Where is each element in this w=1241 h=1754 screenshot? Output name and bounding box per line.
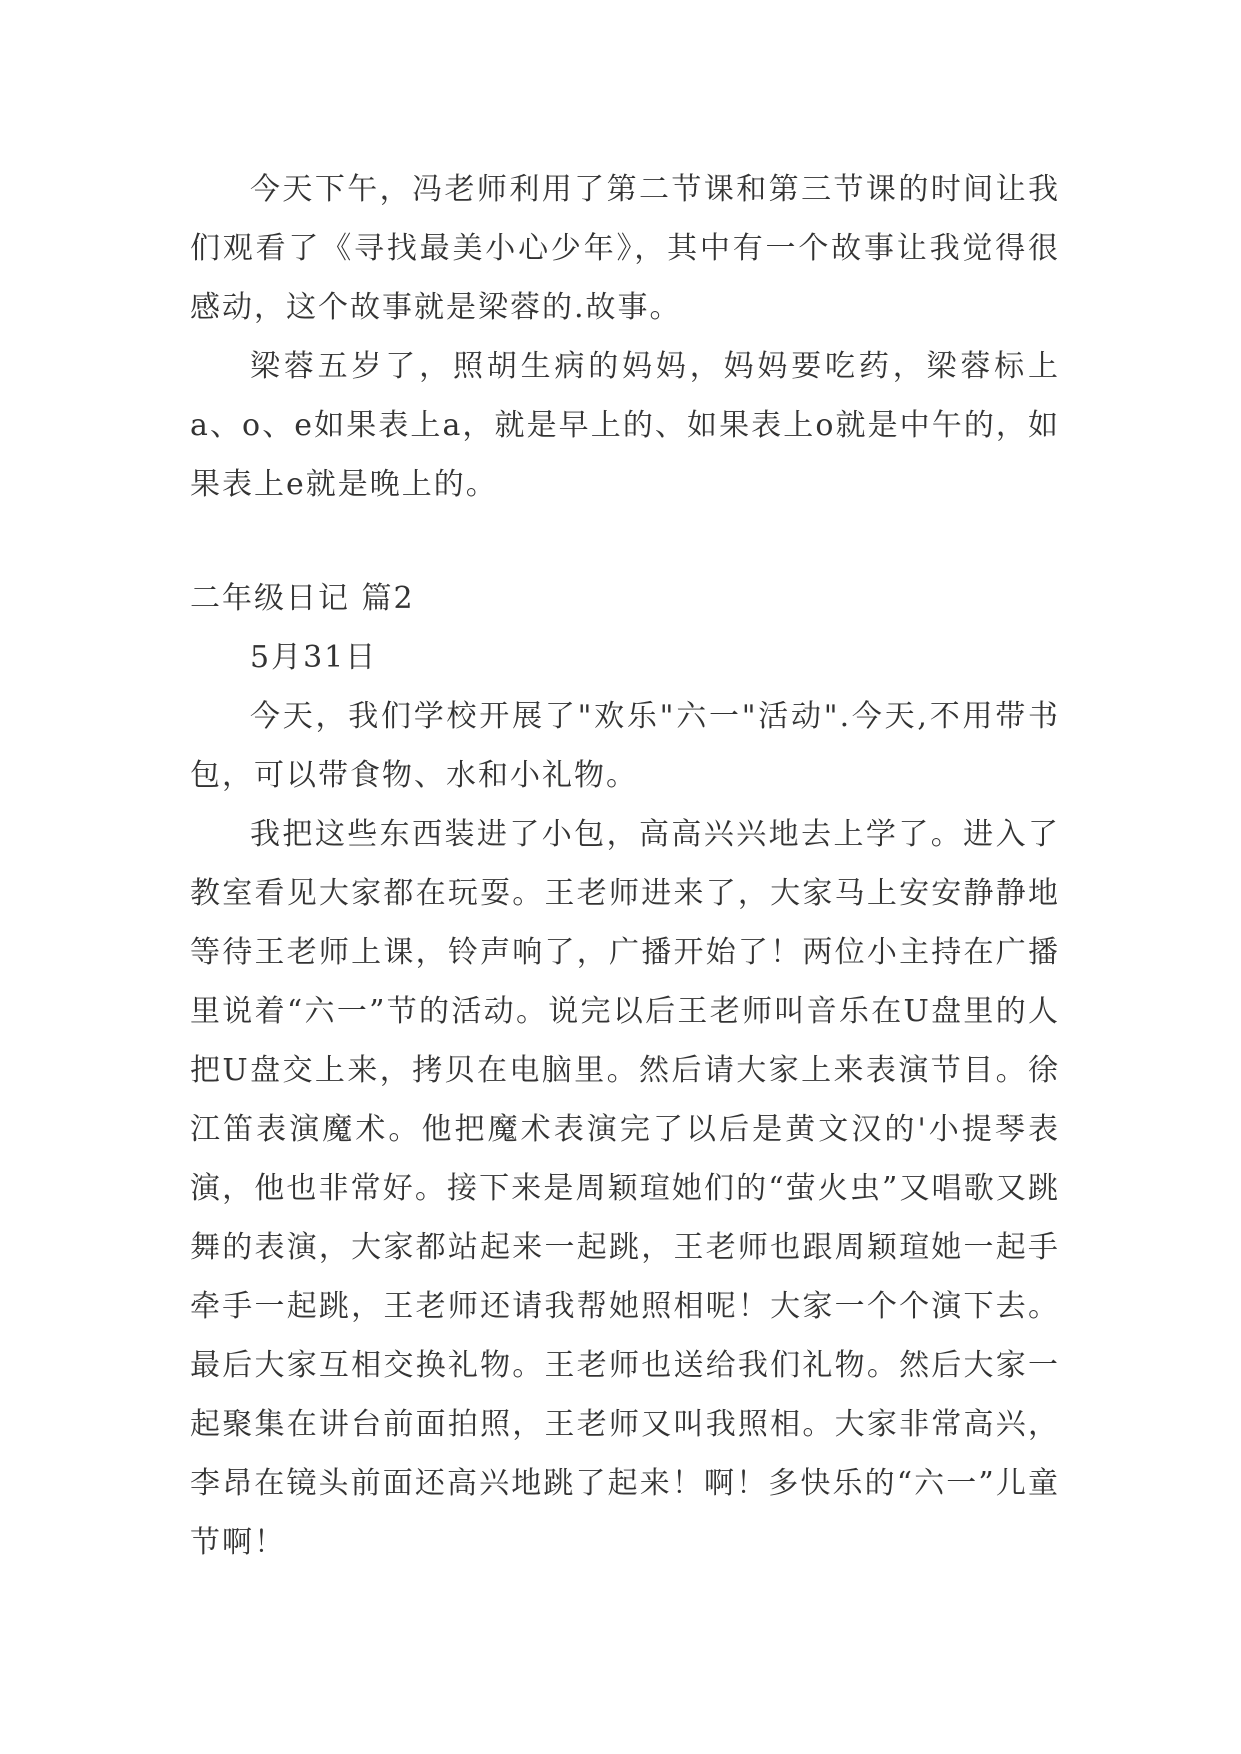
section-gap [190, 514, 1060, 569]
diary-date: 5月31日 [250, 640, 378, 675]
paragraph: 我把这些东西装进了小包，高高兴兴地去上学了。进入了教室看见大家都在玩耍。王老师进来了，大家马上安安静静地等待王老师上课，铃声响了，广播开始了！两位小主持在广播里说着“六一”节的活动。说完以后王老师叫音乐在U盘里的人把U盘交上来，拷贝在电脑里。然后请大家上来表演节目。徐江笛表演魔术。他把魔术表演完了以后是黄文汉的'小提琴表演，他也非常好。接下来是周颖瑄她们的“萤火虫”又唱歌又跳舞的表演，大家都站起来一起跳，王老师也跟周颖瑄她一起手牵手一起跳，王老师还请我帮她照相呢！大家一个个演下去。最后大家互相交换礼物。王老师也送给我们礼物。然后大家一起聚集在讲台前面拍照，王老师又叫我照相。大家非常高兴，李昂在镜头前面还高兴地跳了起来！啊！多快乐的“六一”儿童节啊！ [190, 817, 1060, 1560]
section-heading: 二年级日记 篇2 [190, 581, 415, 616]
document-body [190, 160, 1060, 1572]
paragraph: 今天，我们学校开展了"欢乐"六一"活动".今天,不用带书包，可以带食物、水和小礼物。 [190, 699, 1060, 793]
paragraph: 梁蓉五岁了，照胡生病的妈妈，妈妈要吃药，梁蓉标上a、o、e如果表上a，就是早上的、如果表上o就是中午的，如果表上e就是晚上的。 [190, 349, 1060, 502]
paragraph: 今天下午，冯老师利用了第二节课和第三节课的时间让我们观看了《寻找最美小心少年》，其中有一个故事让我觉得很感动，这个故事就是梁蓉的.故事。 [190, 172, 1060, 325]
